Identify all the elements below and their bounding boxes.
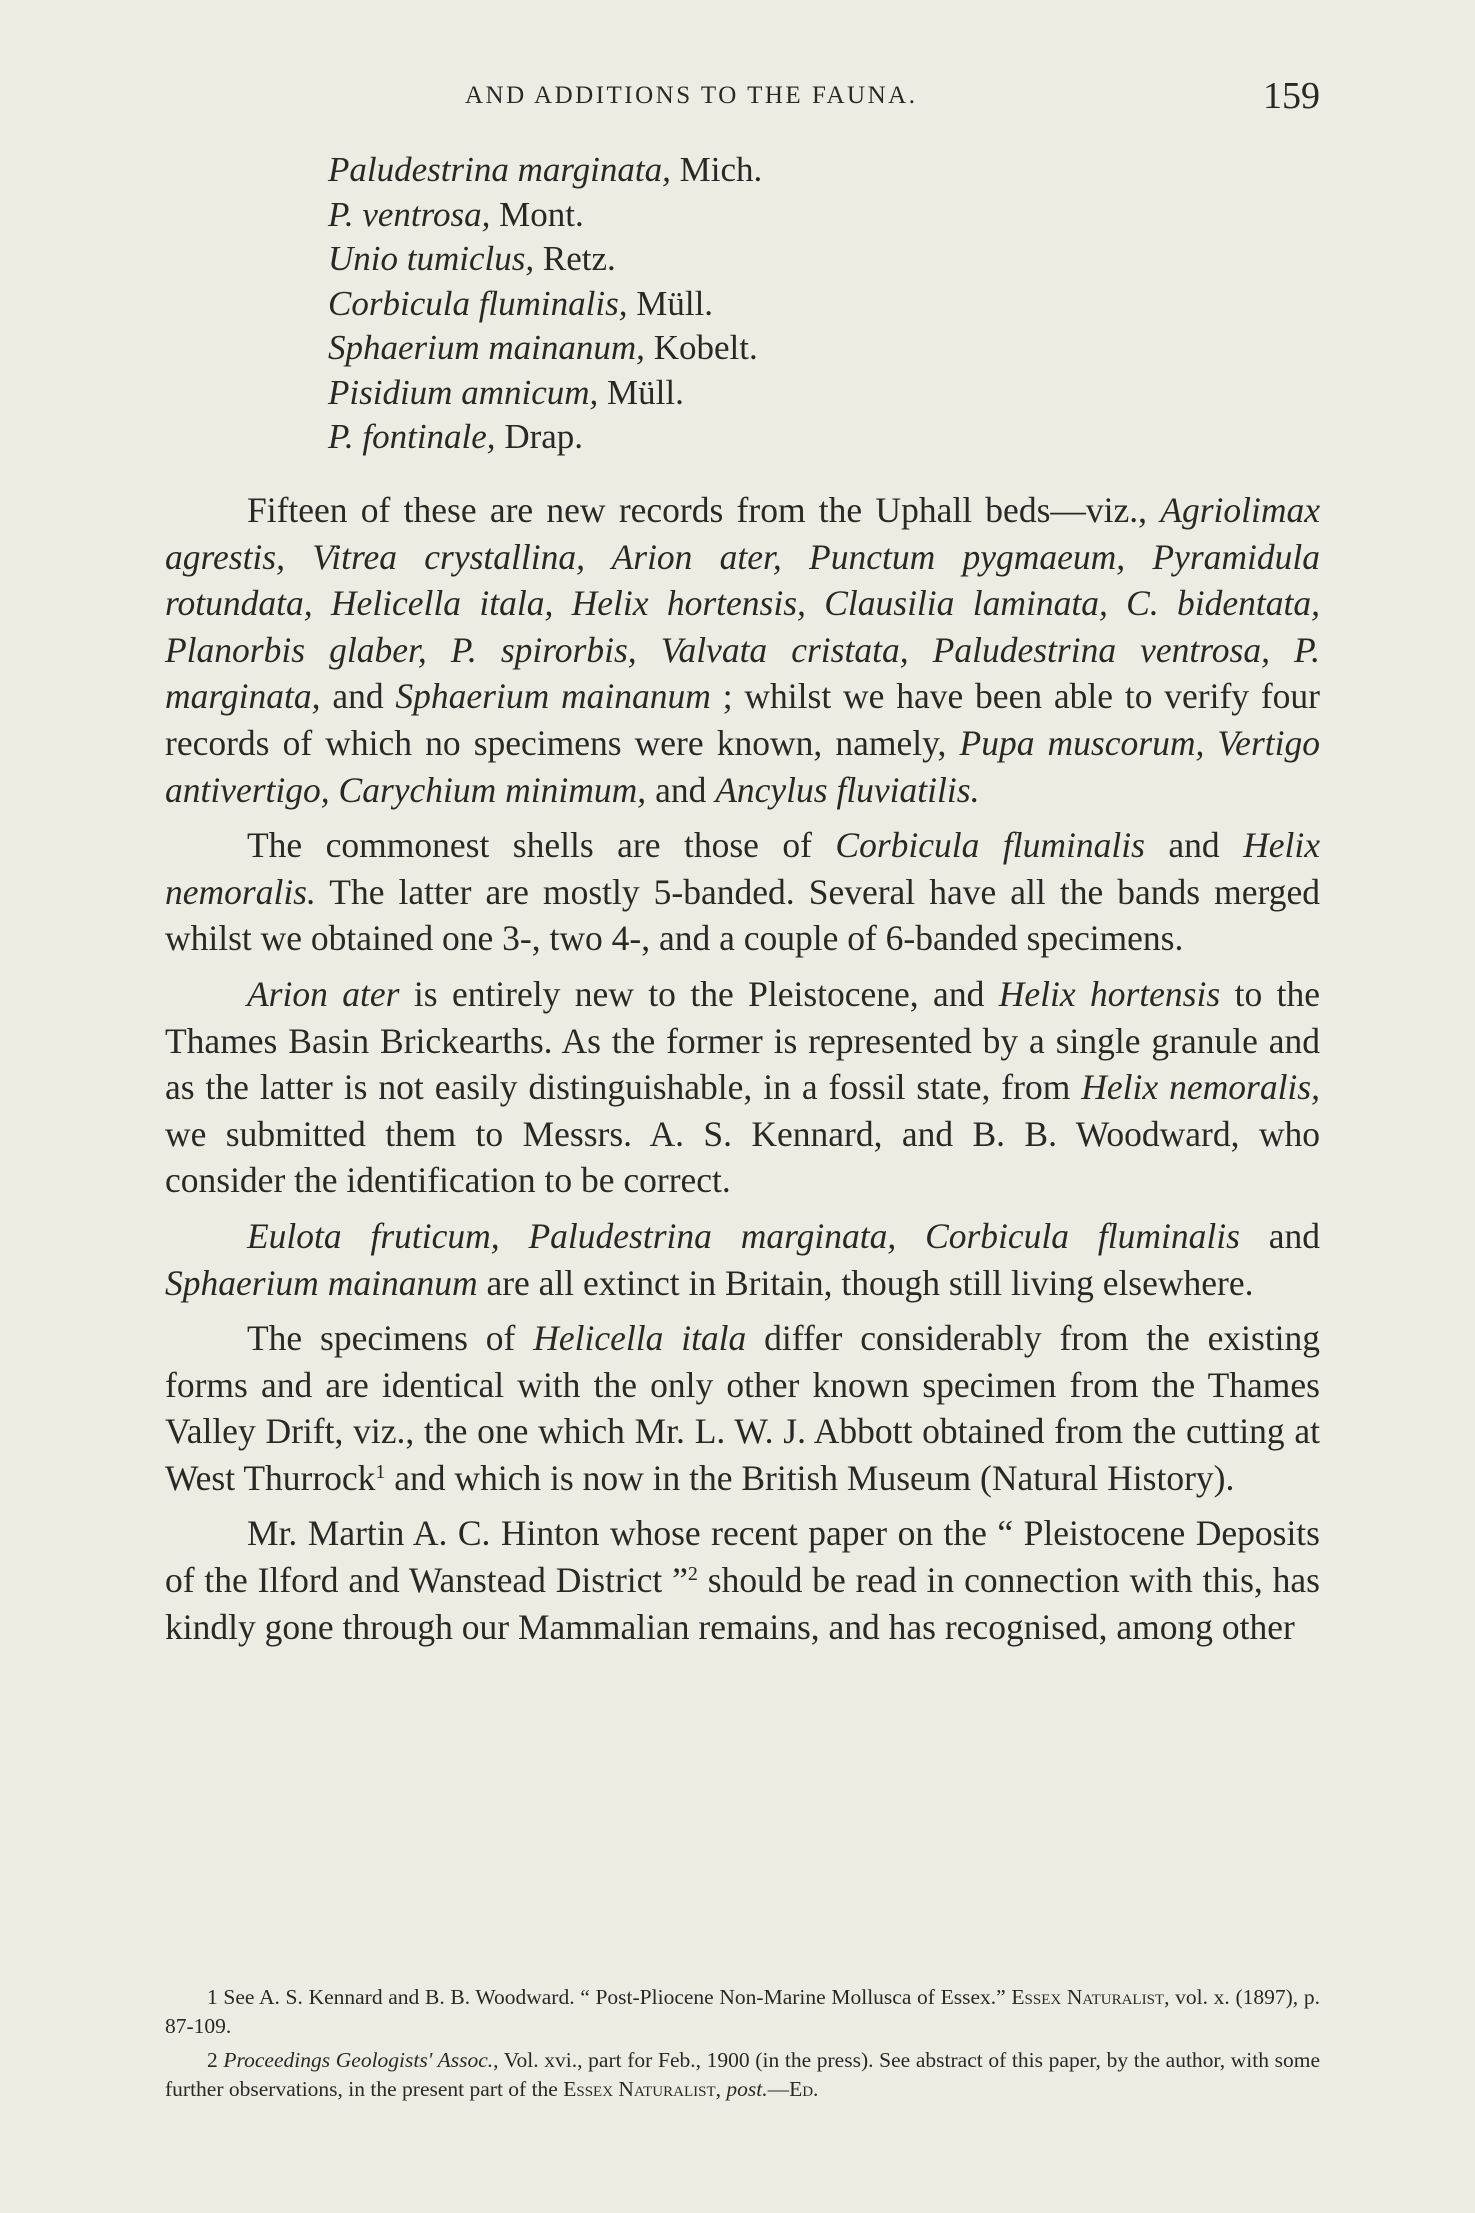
- paragraph-helicella-itala: [165, 1315, 1320, 1501]
- species-names: Helix nemoralis,: [1081, 1067, 1320, 1108]
- journal-name: Proceedings Geologists' Assoc.: [223, 2048, 494, 2072]
- species-author: Mich.: [670, 150, 763, 189]
- species-author: Retz.: [534, 239, 616, 278]
- paragraph-new-records: [165, 487, 1320, 813]
- species-names: Eulota fruticum, Paludestrina marginata, Corbicula fluminalis: [247, 1215, 1240, 1256]
- paragraph-commonest-shells: [165, 822, 1320, 962]
- species-names: Helix hortensis: [998, 973, 1221, 1014]
- species-entry: [328, 326, 1128, 371]
- species-names: Sphaerium mainanum: [395, 676, 711, 717]
- species-name: Paludestrina marginata,: [328, 150, 671, 189]
- text-run: and: [320, 676, 396, 717]
- text-run: and: [1144, 825, 1244, 866]
- species-name: Unio tumiclus,: [328, 239, 535, 278]
- text-run: and: [646, 769, 716, 810]
- footnote-2: [165, 2046, 1320, 2103]
- species-author: Müll.: [627, 283, 714, 323]
- footnote-1: [165, 1983, 1320, 2040]
- species-name: Pisidium amnicum,: [328, 372, 599, 412]
- journal-name: Essex Naturalist: [1011, 1985, 1165, 2009]
- journal-name: Essex Naturalist: [563, 2076, 716, 2101]
- text-run: ,: [715, 2076, 727, 2101]
- species-names: Corbicula fluminalis: [835, 825, 1145, 866]
- species-entry: [328, 371, 1128, 416]
- text-run: The specimens of: [247, 1318, 534, 1359]
- text-run: are all extinct in Britain, though still living elsewhere.: [477, 1262, 1254, 1303]
- paragraph-arion-ater: [165, 971, 1320, 1204]
- footnote-ref-2: 2: [687, 1563, 698, 1586]
- running-head-title: AND ADDITIONS TO THE FAUNA.: [465, 82, 918, 109]
- text-run: to the Thames Basin Brickearths. As the former is represented by a single granule and as the latter is not easily distinguishable, in a fossil state, from: [165, 973, 1320, 1108]
- species-entry: [328, 415, 1128, 460]
- text-run: we submitted them to Messrs. A. S. Kennard, and B. B. Woodward, who consider the identification to be correct.: [165, 1113, 1320, 1201]
- body-text: [165, 487, 1320, 1659]
- species-names: Ancylus fluviatilis.: [715, 769, 980, 810]
- species-name: P. fontinale,: [328, 417, 496, 456]
- species-names: Arion ater: [247, 973, 400, 1014]
- text-run: The latter are mostly 5-banded. Several have all the bands merged whilst we obtained one 3-, two 4-, and a couple of 6-banded specimens.: [165, 871, 1320, 959]
- text-run: Mr. Martin A. C. Hinton whose recent paper on the “ Pleistocene Deposits of the Ilford and Wanstead District ”: [165, 1513, 1320, 1601]
- text-run: , vol. x. (1897), p. 87-109.: [165, 1985, 1320, 2038]
- species-entry: [328, 148, 1128, 193]
- running-head: [165, 75, 1320, 122]
- species-name: P. ventrosa,: [328, 194, 491, 234]
- species-entry: [328, 193, 1128, 238]
- species-entry: [328, 237, 1128, 282]
- text-run: 2: [207, 2048, 224, 2072]
- species-name: Sphaerium mainanum,: [328, 328, 645, 367]
- text-run: should be read in connection with this, has kindly gone through our Mammalian remains, and has recognised, among other: [165, 1560, 1320, 1647]
- species-author: Müll.: [598, 372, 684, 412]
- footnote-ref-1: 1: [375, 1460, 386, 1483]
- text-run: , Vol. xvi., part for Feb., 1900 (in the press). See abstract of this paper, by the author, with some further observations, in the present part of the: [165, 2048, 1321, 2101]
- species-names: Agriolimax agrestis, Vitrea crystallina, Arion ater, Punctum pygmaeum, Pyramidula rotundata, Helicella itala, Helix hortensis, Clausilia laminata, C. bidentata, Planorbis glaber, P. spirorbis, Valvata cristata, Paludestrina ventrosa, P. marginata,: [165, 490, 1320, 717]
- text-run: differ considerably from the existing forms and are identical with the only other known specimen from the Thames Valley Drift, viz., the one which Mr. L. W. J. Abbott obtained from the cutting at West Thurrock: [165, 1318, 1320, 1498]
- species-entry: [328, 282, 1128, 327]
- species-list: [328, 148, 1128, 460]
- species-names: Sphaerium mainanum: [165, 1262, 478, 1303]
- paragraph-hinton: [165, 1510, 1320, 1650]
- species-names: Helix nemoralis.: [165, 825, 1320, 912]
- footnotes: [165, 1983, 1320, 2109]
- text-run: The commonest shells are those of: [247, 825, 836, 866]
- text-run: ; whilst we have been able to verify four records of which no specimens were known, namely,: [165, 676, 1320, 763]
- species-names: Pupa muscorum, Vertigo antivertigo, Carychium minimum,: [165, 722, 1320, 810]
- species-author: Drap.: [495, 417, 584, 456]
- species-name: Corbicula fluminalis,: [328, 283, 628, 323]
- editor-mark: Ed.: [789, 2076, 819, 2101]
- text-run: post.: [726, 2076, 768, 2101]
- species-author: Kobelt.: [644, 328, 758, 367]
- text-run: is entirely new to the Pleistocene, and: [399, 973, 999, 1014]
- paragraph-extinct-species: [165, 1213, 1320, 1306]
- text-run: and which is now in the British Museum (Natural History).: [385, 1457, 1235, 1498]
- page-number: 159: [1263, 75, 1320, 117]
- text-run: and: [1239, 1215, 1320, 1256]
- text-run: 1 See A. S. Kennard and B. B. Woodward. “ Post-Pliocene Non-Marine Mollusca of Essex.”: [207, 1985, 1012, 2009]
- text-run: Fifteen of these are new records from the Uphall beds—viz.,: [247, 490, 1161, 530]
- text-run: —: [767, 2076, 790, 2101]
- species-names: Helicella itala: [533, 1318, 747, 1359]
- species-author: Mont.: [490, 194, 584, 234]
